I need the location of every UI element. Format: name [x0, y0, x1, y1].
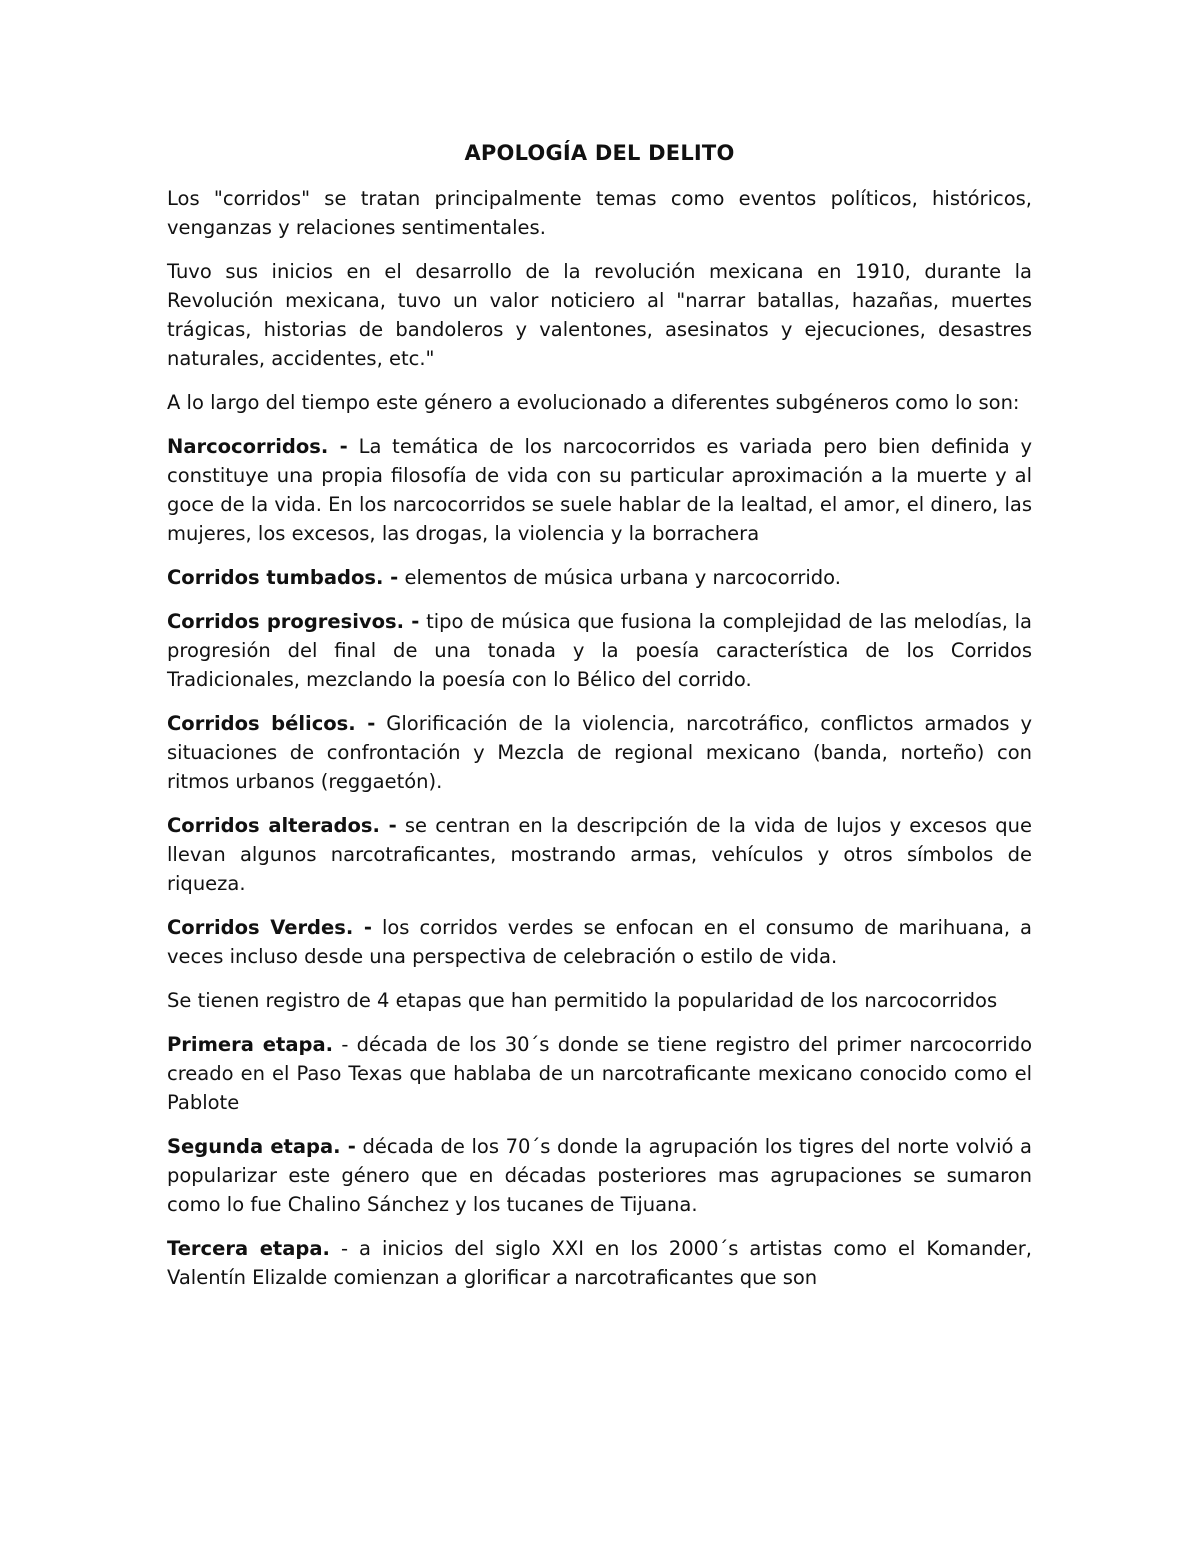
paragraph-corridos-progresivos	[167, 607, 1032, 694]
paragraph-term: Corridos tumbados. -	[167, 566, 399, 589]
paragraph-text: se centran en la descripción de la vida de lujos y excesos que llevan algunos narcotraficantes, mostrando armas, vehículos y otros símbolos de riqueza.	[167, 814, 1032, 895]
paragraph-term: Primera etapa.	[167, 1033, 334, 1056]
paragraph-text: - década de los 30´s donde se tiene registro del primer narcocorrido creado en el Paso Texas que hablaba de un narcotraficante mexicano conocido como el Pablote	[167, 1033, 1033, 1114]
paragraph-narcocorridos	[167, 432, 1032, 548]
paragraph-subgenres-intro	[167, 388, 1032, 417]
paragraph-term: Segunda etapa. -	[167, 1135, 356, 1158]
paragraph-text: A lo largo del tiempo este género a evolucionado a diferentes subgéneros como lo son:	[167, 391, 1020, 414]
paragraph-text: elementos de música urbana y narcocorrido.	[398, 566, 841, 589]
paragraph-text: los corridos verdes se enfocan en el consumo de marihuana, a veces incluso desde una perspectiva de celebración o estilo de vida.	[167, 916, 1032, 968]
paragraph-corridos-alterados	[167, 811, 1032, 898]
paragraph-text: - a inicios del siglo XXI en los 2000´s artistas como el Komander, Valentín Elizalde comienzan a glorificar a narcotraficantes que son	[167, 1237, 1033, 1289]
paragraph-tercera-etapa	[167, 1234, 1032, 1292]
paragraph-text: Los "corridos" se tratan principalmente temas como eventos políticos, históricos, venganzas y relaciones sentimentales.	[167, 187, 1032, 239]
document-title: APOLOGÍA DEL DELITO	[464, 141, 735, 165]
paragraph-text: tipo de música que fusiona la complejidad de las melodías, la progresión del final de una tonada y la poesía característica de los Corridos Tradicionales, mezclando la poesía con lo Bélico del corrido.	[167, 610, 1032, 691]
paragraph-etapas-intro	[167, 986, 1032, 1015]
paragraph-origins	[167, 257, 1032, 373]
paragraph-primera-etapa	[167, 1030, 1032, 1117]
paragraph-segunda-etapa	[167, 1132, 1032, 1219]
paragraph-term: Corridos alterados. -	[167, 814, 397, 837]
paragraph-term: Corridos Verdes. -	[167, 916, 372, 939]
paragraph-intro	[167, 184, 1032, 242]
paragraph-text: Glorificación de la violencia, narcotráfico, conflictos armados y situaciones de confrontación y Mezcla de regional mexicano (banda, norteño) con ritmos urbanos (reggaetón).	[167, 712, 1033, 793]
paragraph-term: Corridos progresivos. -	[167, 610, 420, 633]
document-page	[167, 138, 1032, 1307]
paragraph-text: La temática de los narcocorridos es variada pero bien definida y constituye una propia filosofía de vida con su particular aproximación a la muerte y al goce de la vida. En los narcocorridos se suele hablar de la lealtad, el amor, el dinero, las mujeres, los excesos, las drogas, la violencia y la borrachera	[167, 435, 1032, 545]
paragraph-term: Narcocorridos. -	[167, 435, 348, 458]
paragraph-text: Se tienen registro de 4 etapas que han permitido la popularidad de los narcocorridos	[167, 989, 998, 1012]
paragraph-text: década de los 70´s donde la agrupación los tigres del norte volvió a popularizar este género que en décadas posteriores mas agrupaciones se sumaron como lo fue Chalino Sánchez y los tucanes de Tijuana.	[167, 1135, 1033, 1216]
paragraph-term: Corridos bélicos. -	[167, 712, 376, 735]
paragraph-corridos-belicos	[167, 709, 1032, 796]
paragraph-corridos-tumbados	[167, 563, 1032, 592]
paragraph-text: Tuvo sus inicios en el desarrollo de la revolución mexicana en 1910, durante la Revolución mexicana, tuvo un valor noticiero al "narrar batallas, hazañas, muertes trágicas, historias de bandoleros y valentones, asesinatos y ejecuciones, desastres naturales, accidentes, etc."	[167, 260, 1032, 370]
paragraph-term: Tercera etapa.	[167, 1237, 330, 1260]
paragraph-corridos-verdes	[167, 913, 1032, 971]
